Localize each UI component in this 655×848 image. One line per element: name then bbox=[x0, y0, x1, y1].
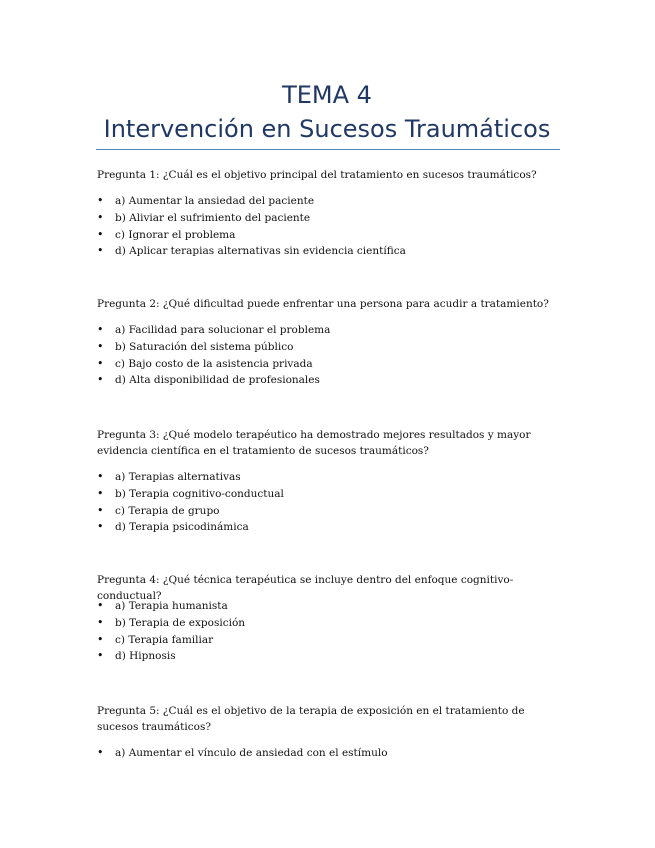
option-text: c) Bajo costo de la asistencia privada bbox=[115, 357, 313, 370]
bullet-icon: • bbox=[97, 210, 104, 224]
option-1b bbox=[97, 210, 557, 227]
bullet-icon: • bbox=[97, 615, 104, 629]
bullet-icon: • bbox=[97, 746, 104, 759]
document-title bbox=[92, 78, 562, 146]
question-3: Pregunta 3: ¿Qué modelo terapéutico ha demostrado mejores resultados y mayor evidencia científica en el tratamiento de sucesos traumáticos? bbox=[97, 429, 531, 457]
option-2d bbox=[97, 372, 557, 389]
option-text: b) Saturación del sistema público bbox=[115, 340, 294, 353]
option-3b bbox=[97, 486, 557, 503]
option-5a bbox=[97, 745, 557, 762]
option-text: a) Aumentar la ansiedad del paciente bbox=[115, 195, 315, 207]
question-1-options bbox=[97, 193, 557, 260]
option-text: a) Terapia humanista bbox=[115, 600, 228, 612]
option-text: b) Terapia cognitivo-conductual bbox=[115, 487, 284, 500]
option-text: d) Hipnosis bbox=[115, 650, 176, 663]
question-2: Pregunta 2: ¿Qué dificultad puede enfrentar una persona para acudir a tratamiento? bbox=[97, 298, 549, 310]
option-2b bbox=[97, 339, 557, 356]
option-4b bbox=[97, 615, 557, 632]
option-1d bbox=[97, 243, 557, 260]
bullet-icon: • bbox=[97, 520, 104, 534]
bullet-icon: • bbox=[97, 356, 104, 370]
option-3d bbox=[97, 519, 557, 536]
bullet-icon: • bbox=[97, 599, 104, 612]
question-5: Pregunta 5: ¿Cuál es el objetivo de la terapia de exposición en el tratamiento de sucesos traumáticos? bbox=[97, 705, 525, 733]
title-topic-number: TEMA 4 bbox=[282, 81, 372, 109]
bullet-icon: • bbox=[97, 194, 104, 207]
bullet-icon: • bbox=[97, 373, 104, 387]
question-1: Pregunta 1: ¿Cuál es el objetivo principal del tratamiento en sucesos traumáticos? bbox=[97, 169, 537, 181]
option-text: a) Facilidad para solucionar el problema bbox=[115, 324, 331, 336]
question-4-options bbox=[97, 598, 557, 665]
option-text: c) Ignorar el problema bbox=[115, 228, 236, 241]
title-topic-name: Intervención en Sucesos Traumáticos bbox=[103, 115, 551, 143]
option-text: c) Terapia de grupo bbox=[115, 504, 220, 517]
bullet-icon: • bbox=[97, 486, 104, 500]
option-text: b) Aliviar el sufrimiento del paciente bbox=[115, 211, 311, 224]
option-text: a) Terapias alternativas bbox=[115, 471, 241, 483]
option-2c bbox=[97, 356, 557, 373]
option-text: c) Terapia familiar bbox=[115, 633, 214, 646]
option-text: d) Terapia psicodinámica bbox=[115, 521, 249, 534]
title-underline bbox=[96, 149, 560, 150]
option-4a bbox=[97, 598, 557, 615]
question-4: Pregunta 4: ¿Qué técnica terapéutica se incluye dentro del enfoque cognitivo-conductual? bbox=[97, 574, 514, 602]
bullet-icon: • bbox=[97, 339, 104, 353]
bullet-icon: • bbox=[97, 470, 104, 483]
option-3c bbox=[97, 503, 557, 520]
question-5-options bbox=[97, 745, 557, 762]
option-1c bbox=[97, 227, 557, 244]
option-text: a) Aumentar el vínculo de ansiedad con el estímulo bbox=[115, 747, 388, 759]
bullet-icon: • bbox=[97, 503, 104, 517]
question-2-options bbox=[97, 322, 557, 389]
option-2a bbox=[97, 322, 557, 339]
bullet-icon: • bbox=[97, 323, 104, 336]
option-1a bbox=[97, 193, 557, 210]
option-4d bbox=[97, 648, 557, 665]
bullet-icon: • bbox=[97, 227, 104, 241]
option-text: d) Alta disponibilidad de profesionales bbox=[115, 374, 320, 387]
bullet-icon: • bbox=[97, 632, 104, 646]
option-text: b) Terapia de exposición bbox=[115, 616, 246, 629]
option-3a bbox=[97, 469, 557, 486]
option-4c bbox=[97, 632, 557, 649]
question-3-options bbox=[97, 469, 557, 536]
bullet-icon: • bbox=[97, 649, 104, 663]
bullet-icon: • bbox=[97, 244, 104, 258]
option-text: d) Aplicar terapias alternativas sin evidencia científica bbox=[115, 245, 406, 258]
